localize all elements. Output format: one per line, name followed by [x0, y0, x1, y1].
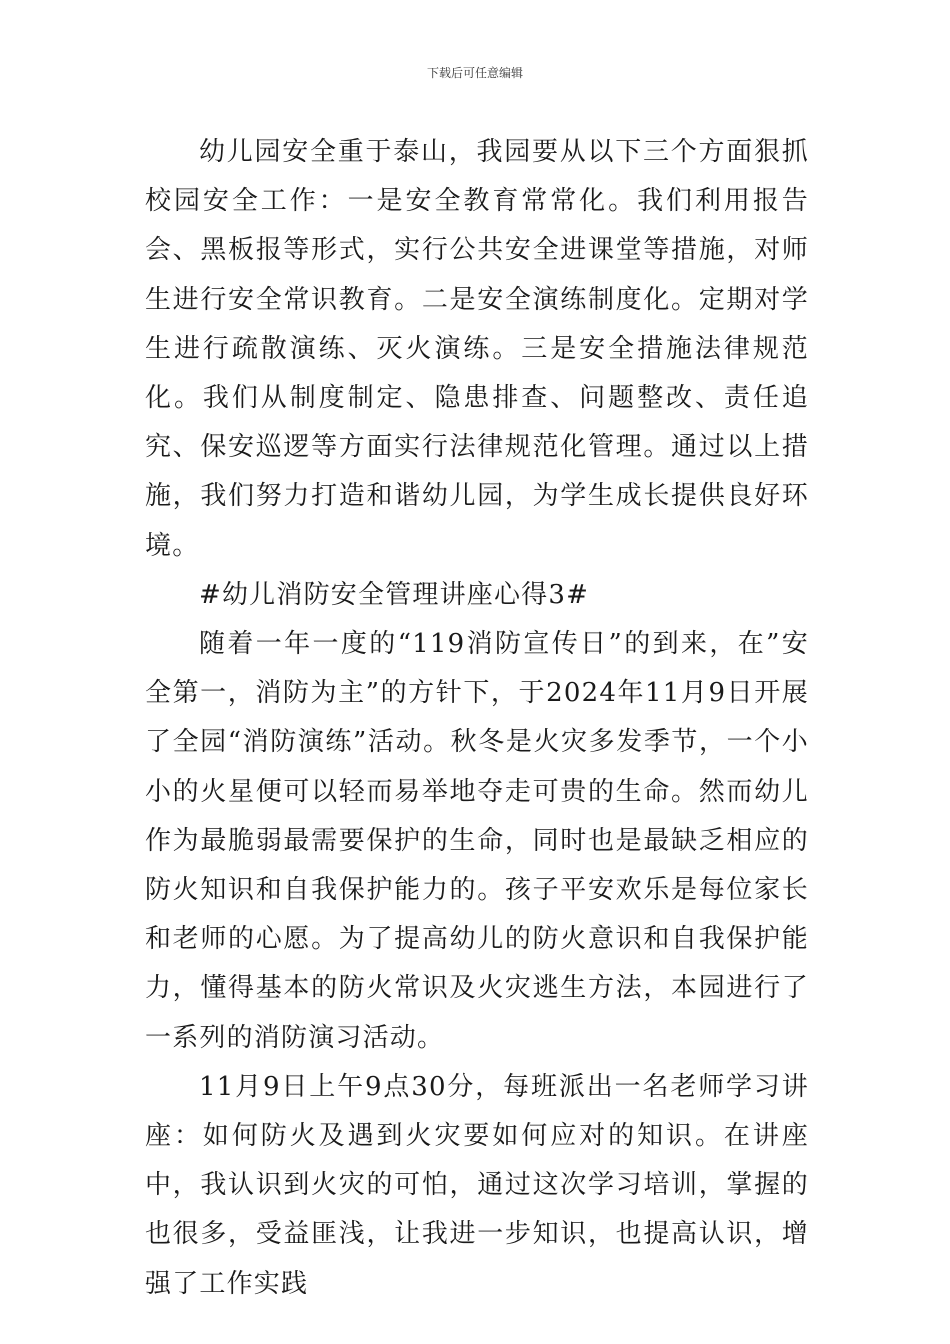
document-body [145, 128, 809, 1309]
paragraph-lecture: 11月9日上午9点30分，每班派出一名老师学习讲座：如何防火及遇到火灾要如何应对的知识。在讲座中，我认识到火灾的可怕，通过这次学习培训，掌握的也很多，受益匪浅，让我进一步知识，也提高认识，增强了工作实践 [145, 1071, 809, 1299]
page-header: 下载后可任意编辑 [426, 66, 523, 80]
paragraph-safety-measures: 幼儿园安全重于泰山，我园要从以下三个方面狠抓校园安全工作：一是安全教育常常化。我们利用报告会、黑板报等形式，实行公共安全进课堂等措施，对师生进行安全常识教育。二是安全演练制度化。定期对学生进行疏散演练、灭火演练。三是安全措施法律规范化。我们从制度制定、隐患排查、问题整改、责任追究、保安巡逻等方面实行法律规范化管理。通过以上措施，我们努力打造和谐幼儿园，为学生成长提供良好环境。 [145, 137, 809, 561]
paragraph-fire-day: 随着一年一度的“119消防宣传日”的到来，在”安全第一，消防为主”的方针下，于2024年11月9日开展了全园“消防演练”活动。秋冬是火灾多发季节，一个小小的火星便可以轻而易举地夺走可贵的生命。然而幼儿作为最脆弱最需要保护的生命，同时也是最缺乏相应的防火知识和自我保护能力的。孩子平安欢乐是每位家长和老师的心愿。为了提高幼儿的防火意识和自我保护能力，懂得基本的防火常识及火灾逃生方法，本园进行了一系列的消防演习活动。 [145, 629, 809, 1053]
section-heading: #幼儿消防安全管理讲座心得3# [199, 579, 590, 610]
